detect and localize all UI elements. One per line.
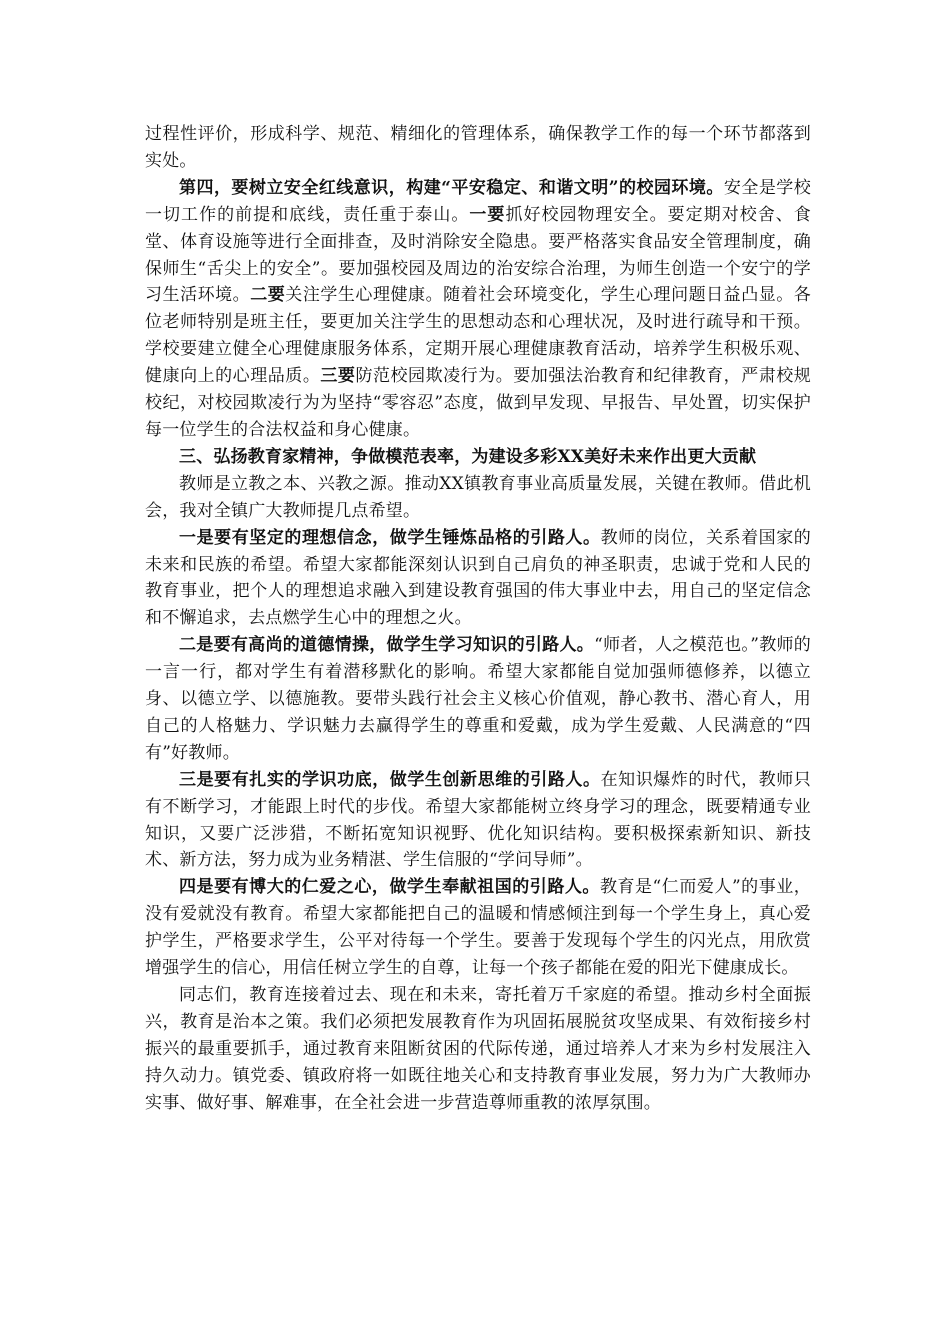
body-text: 同志们，教育连接着过去、现在和未来，寄托着万千家庭的希望。推动乡村全面振兴，教育是治本之策。我们必须把发展教育作为巩固拓展脱贫攻坚成果、有效衔接乡村振兴的最重要抓手，通过教育来阻断贫困的代际传递，通过培养人才来为乡村发展注入持久动力。镇党委、镇政府将一如既往地关心和支持教育事业发展，努力为广大教师办实事、做好事、解难事，在全社会进一步营造尊师重教的浓厚氛围。 <box>145 985 811 1113</box>
hope-lead-bold: 四是要有博大的仁爱之心，做学生奉献祖国的引路人。 <box>179 877 600 898</box>
body-text: 关注学生心理健康。随着社会环境变化，学生心理问题日益凸显。各位老师特别是班主任，要更加关注学生的思想动态和心理状况，及时进行疏导和干预。学校要建立健全心理健康服务体系，定期开展心理健康教育活动，培养学生积极乐观、健康向上的心理品质。 <box>145 285 812 387</box>
paragraph-intro <box>145 471 811 525</box>
hope-lead-bold: 三是要有扎实的学识功底，做学生创新思维的引路人。 <box>179 769 601 790</box>
paragraph-hope-4 <box>145 874 811 982</box>
point-marker-bold: 二要 <box>250 285 286 306</box>
heading-text: 三、弘扬教育家精神，争做模范表率，为建设多彩XX美好未来作出更大贡献 <box>179 446 757 467</box>
paragraph-continuation <box>145 121 811 175</box>
document-body <box>145 121 811 1117</box>
paragraph-safety <box>145 175 811 444</box>
body-text: 防范校园欺凌行为。要加强法治教育和纪律教育，严肃校规校纪，对校园欺凌行为为坚持“零容忍”态度，做到早发现、早报告、早处置，切实保护每一位学生的合法权益和身心健康。 <box>145 366 812 440</box>
body-text: 过程性评价，形成科学、规范、精细化的管理体系，确保教学工作的每一个环节都落到实处。 <box>145 124 811 171</box>
body-text: “师者，人之模范也。”教师的一言一行，都对学生有着潜移默化的影响。希望大家都能自觉加强师德修养，以德立身、以德立学、以德施教。要带头践行社会主义核心价值观，静心教书、潜心育人，用自己的人格魅力、学识魅力去赢得学生的尊重和爱戴，成为学生爱戴、人民满意的“四有”好教师。 <box>145 635 811 763</box>
point-marker-bold: 一要 <box>469 204 506 225</box>
body-text: 安全是学校一切工作的前提和底线，责任重于泰山。 <box>145 177 811 225</box>
paragraph-hope-3 <box>145 767 811 875</box>
body-text: 教师是立教之本、兴教之源。推动XX镇教育事业高质量发展，关键在教师。借此机会，我对全镇广大教师提几点希望。 <box>145 473 811 521</box>
hope-lead-bold: 二是要有高尚的道德情操，做学生学习知识的引路人。 <box>179 635 595 656</box>
section-heading <box>145 444 811 471</box>
paragraph-closing <box>145 982 811 1117</box>
body-text: 教育是“仁而爱人”的事业，没有爱就没有教育。希望大家都能把自己的温暖和情感倾注到每一个学生身上，真心爱护学生，严格要求学生，公平对待每一个学生。要善于发现每个学生的闪光点，用欣赏增强学生的信心，用信任树立学生的自尊，让每一个孩子都能在爱的阳光下健康成长。 <box>145 877 811 979</box>
point-marker-bold: 三要 <box>320 366 356 387</box>
body-text: 抓好校园物理安全。要定期对校舍、食堂、体育设施等进行全面排查，及时消除安全隐患。要严格落实食品安全管理制度，确保师生“舌尖上的安全”。要加强校园及周边的治安综合治理，为师生创造一个安宁的学习生活环境。 <box>145 204 811 306</box>
body-text: 在知识爆炸的时代，教师只有不断学习，才能跟上时代的步伐。希望大家都能树立终身学习的理念，既要精通专业知识，又要广泛涉猎，不断拓宽知识视野、优化知识结构。要积极探索新知识、新技术、新方法，努力成为业务精湛、学生信服的“学问导师”。 <box>145 769 811 871</box>
paragraph-hope-2 <box>145 632 811 767</box>
paragraph-hope-1 <box>145 525 811 633</box>
hope-lead-bold: 一是要有坚定的理想信念，做学生锤炼品格的引路人。 <box>179 527 601 548</box>
body-text: 教师的岗位，关系着国家的未来和民族的希望。希望大家都能深刻认识到自己肩负的神圣职责，忠诚于党和人民的教育事业，把个人的理想追求融入到建设教育强国的伟大事业中去，用自己的坚定信念和不懈追求，去点燃学生心中的理想之火。 <box>145 527 811 629</box>
section-lead-bold: 第四，要树立安全红线意识，构建“平安稳定、和谐文明”的校园环境。 <box>179 177 724 198</box>
